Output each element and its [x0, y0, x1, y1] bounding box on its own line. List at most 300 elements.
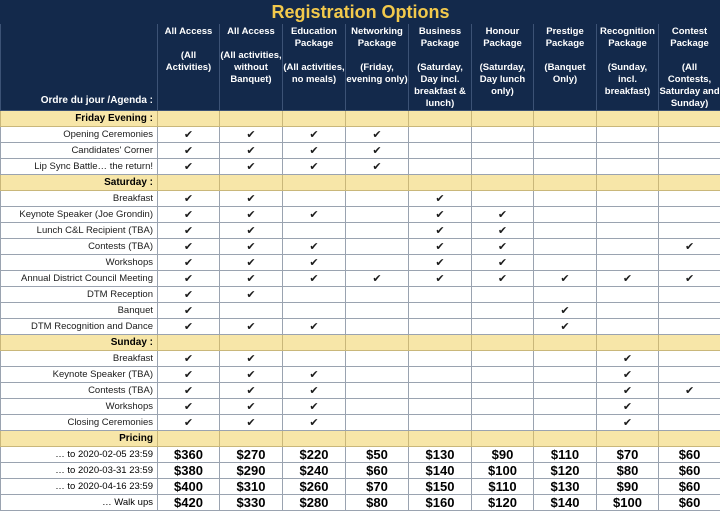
price-value: $220: [283, 447, 346, 463]
check-mark-icon: ✔: [346, 271, 409, 287]
section-header: [1, 335, 720, 351]
empty-cell: [534, 239, 597, 255]
section-cell: [220, 431, 283, 447]
price-value: $90: [472, 447, 534, 463]
empty-cell: [472, 143, 534, 159]
section-cell: [283, 111, 346, 127]
section-header: [1, 175, 720, 191]
price-value: $80: [597, 463, 659, 479]
check-mark-icon: ✔: [409, 207, 472, 223]
empty-cell: [472, 415, 534, 431]
price-value: $60: [659, 463, 720, 479]
section-cell: [220, 335, 283, 351]
check-mark-icon: ✔: [220, 223, 283, 239]
price-row: [1, 495, 720, 511]
check-mark-icon: ✔: [409, 271, 472, 287]
price-row: [1, 479, 720, 495]
package-name: Education Package: [291, 26, 337, 49]
check-mark-icon: ✔: [409, 191, 472, 207]
check-mark-icon: ✔: [220, 415, 283, 431]
price-value: $80: [346, 495, 409, 511]
price-value: $330: [220, 495, 283, 511]
price-value: $100: [472, 463, 534, 479]
activity-row: [1, 223, 720, 239]
section-cell: [659, 431, 720, 447]
activity-label: Keynote Speaker (Joe Grondin): [1, 207, 158, 223]
empty-cell: [283, 191, 346, 207]
check-mark-icon: ✔: [409, 239, 472, 255]
price-value: $260: [283, 479, 346, 495]
package-name: Business Package: [419, 26, 461, 49]
price-value: $60: [346, 463, 409, 479]
activity-row: [1, 207, 720, 223]
check-mark-icon: ✔: [472, 223, 534, 239]
price-value: $120: [472, 495, 534, 511]
empty-cell: [597, 143, 659, 159]
empty-cell: [472, 127, 534, 143]
activity-label: Contests (TBA): [1, 383, 158, 399]
activity-label: Keynote Speaker (TBA): [1, 367, 158, 383]
package-description: (Banquet Only): [534, 62, 596, 86]
empty-cell: [346, 255, 409, 271]
activity-label: Breakfast: [1, 351, 158, 367]
package-description: (All activities, without Banquet): [220, 50, 282, 86]
price-row: [1, 463, 720, 479]
price-value: $100: [597, 495, 659, 511]
package-header: [220, 24, 283, 111]
check-mark-icon: ✔: [158, 191, 220, 207]
section-cell: [659, 335, 720, 351]
empty-cell: [659, 207, 720, 223]
check-mark-icon: ✔: [409, 255, 472, 271]
check-mark-icon: ✔: [283, 367, 346, 383]
activity-label: Contests (TBA): [1, 239, 158, 255]
check-mark-icon: ✔: [534, 303, 597, 319]
empty-cell: [659, 367, 720, 383]
check-mark-icon: ✔: [659, 271, 720, 287]
section-label: Friday Evening :: [1, 111, 158, 127]
check-mark-icon: ✔: [220, 127, 283, 143]
package-description: (Saturday, Day incl. breakfast & lunch): [409, 62, 471, 110]
header-row: [1, 24, 720, 111]
empty-cell: [597, 287, 659, 303]
section-cell: [659, 175, 720, 191]
empty-cell: [409, 143, 472, 159]
check-mark-icon: ✔: [158, 383, 220, 399]
empty-cell: [409, 383, 472, 399]
empty-cell: [659, 399, 720, 415]
price-row: [1, 447, 720, 463]
empty-cell: [346, 415, 409, 431]
section-cell: [346, 431, 409, 447]
price-period-label: … Walk ups: [1, 495, 158, 511]
empty-cell: [659, 223, 720, 239]
section-cell: [346, 335, 409, 351]
price-value: $420: [158, 495, 220, 511]
section-label: Pricing: [1, 431, 158, 447]
activity-row: [1, 399, 720, 415]
empty-cell: [534, 127, 597, 143]
empty-cell: [659, 159, 720, 175]
check-mark-icon: ✔: [220, 367, 283, 383]
activity-label: Lunch C&L Recipient (TBA): [1, 223, 158, 239]
check-mark-icon: ✔: [158, 319, 220, 335]
title-row: [1, 1, 720, 24]
empty-cell: [659, 303, 720, 319]
empty-cell: [472, 303, 534, 319]
empty-cell: [597, 207, 659, 223]
price-value: $70: [597, 447, 659, 463]
activity-label: Opening Ceremonies: [1, 127, 158, 143]
package-description: (Friday, evening only): [346, 62, 408, 86]
empty-cell: [534, 399, 597, 415]
empty-cell: [346, 351, 409, 367]
activity-label: Annual District Council Meeting: [1, 271, 158, 287]
empty-cell: [346, 399, 409, 415]
empty-cell: [472, 351, 534, 367]
check-mark-icon: ✔: [283, 271, 346, 287]
package-header: [409, 24, 472, 111]
package-header: [346, 24, 409, 111]
check-mark-icon: ✔: [158, 287, 220, 303]
activity-row: [1, 367, 720, 383]
section-cell: [472, 111, 534, 127]
empty-cell: [220, 303, 283, 319]
empty-cell: [659, 127, 720, 143]
empty-cell: [534, 159, 597, 175]
section-cell: [597, 431, 659, 447]
empty-cell: [534, 383, 597, 399]
check-mark-icon: ✔: [346, 159, 409, 175]
package-description: (Saturday, Day lunch only): [472, 62, 533, 98]
check-mark-icon: ✔: [283, 399, 346, 415]
check-mark-icon: ✔: [283, 127, 346, 143]
package-name: Recognition Package: [600, 26, 655, 49]
check-mark-icon: ✔: [283, 143, 346, 159]
check-mark-icon: ✔: [158, 127, 220, 143]
price-value: $70: [346, 479, 409, 495]
price-value: $110: [534, 447, 597, 463]
empty-cell: [346, 367, 409, 383]
package-name: All Access: [227, 26, 275, 37]
check-mark-icon: ✔: [346, 127, 409, 143]
check-mark-icon: ✔: [534, 271, 597, 287]
agenda-header: Ordre du jour /Agenda :: [1, 24, 158, 111]
activity-row: [1, 255, 720, 271]
check-mark-icon: ✔: [472, 255, 534, 271]
package-name: Prestige Package: [546, 26, 585, 49]
activity-row: [1, 159, 720, 175]
section-cell: [283, 175, 346, 191]
empty-cell: [534, 255, 597, 271]
section-cell: [220, 111, 283, 127]
empty-cell: [659, 319, 720, 335]
empty-cell: [472, 367, 534, 383]
price-value: $360: [158, 447, 220, 463]
empty-cell: [346, 319, 409, 335]
activity-row: [1, 383, 720, 399]
activity-row: [1, 303, 720, 319]
section-cell: [283, 335, 346, 351]
package-description: (All Contests, Saturday and Sunday): [659, 62, 720, 110]
package-header: [158, 24, 220, 111]
section-header: [1, 111, 720, 127]
section-cell: [659, 111, 720, 127]
sheet-title: Registration Options: [1, 1, 720, 24]
check-mark-icon: ✔: [472, 239, 534, 255]
activity-row: [1, 191, 720, 207]
empty-cell: [597, 159, 659, 175]
price-value: $130: [409, 447, 472, 463]
section-cell: [220, 175, 283, 191]
check-mark-icon: ✔: [158, 415, 220, 431]
empty-cell: [534, 415, 597, 431]
check-mark-icon: ✔: [220, 207, 283, 223]
activity-row: [1, 287, 720, 303]
check-mark-icon: ✔: [597, 271, 659, 287]
empty-cell: [534, 191, 597, 207]
empty-cell: [346, 287, 409, 303]
activity-label: Candidates' Corner: [1, 143, 158, 159]
empty-cell: [346, 207, 409, 223]
package-name: All Access: [165, 26, 213, 37]
empty-cell: [409, 303, 472, 319]
activity-label: Workshops: [1, 399, 158, 415]
check-mark-icon: ✔: [283, 319, 346, 335]
price-value: $60: [659, 479, 720, 495]
price-value: $270: [220, 447, 283, 463]
package-header: [472, 24, 534, 111]
check-mark-icon: ✔: [283, 159, 346, 175]
activity-label: Banquet: [1, 303, 158, 319]
price-value: $240: [283, 463, 346, 479]
check-mark-icon: ✔: [158, 399, 220, 415]
check-mark-icon: ✔: [220, 255, 283, 271]
check-mark-icon: ✔: [158, 143, 220, 159]
section-cell: [409, 111, 472, 127]
section-cell: [597, 175, 659, 191]
price-value: $120: [534, 463, 597, 479]
price-value: $90: [597, 479, 659, 495]
price-value: $60: [659, 495, 720, 511]
check-mark-icon: ✔: [597, 399, 659, 415]
package-header: [283, 24, 346, 111]
price-value: $280: [283, 495, 346, 511]
empty-cell: [659, 191, 720, 207]
check-mark-icon: ✔: [597, 367, 659, 383]
empty-cell: [597, 239, 659, 255]
section-cell: [597, 111, 659, 127]
check-mark-icon: ✔: [220, 287, 283, 303]
check-mark-icon: ✔: [283, 207, 346, 223]
activity-row: [1, 351, 720, 367]
empty-cell: [534, 367, 597, 383]
empty-cell: [409, 399, 472, 415]
check-mark-icon: ✔: [220, 271, 283, 287]
empty-cell: [346, 383, 409, 399]
price-value: $50: [346, 447, 409, 463]
check-mark-icon: ✔: [158, 255, 220, 271]
section-cell: [534, 335, 597, 351]
section-cell: [409, 431, 472, 447]
check-mark-icon: ✔: [283, 255, 346, 271]
empty-cell: [409, 351, 472, 367]
section-cell: [534, 111, 597, 127]
empty-cell: [597, 319, 659, 335]
empty-cell: [409, 367, 472, 383]
section-cell: [534, 175, 597, 191]
empty-cell: [346, 303, 409, 319]
activity-label: Breakfast: [1, 191, 158, 207]
check-mark-icon: ✔: [283, 239, 346, 255]
check-mark-icon: ✔: [472, 271, 534, 287]
section-cell: [409, 335, 472, 351]
check-mark-icon: ✔: [220, 399, 283, 415]
package-header: [534, 24, 597, 111]
empty-cell: [597, 255, 659, 271]
section-cell: [158, 175, 220, 191]
check-mark-icon: ✔: [158, 351, 220, 367]
check-mark-icon: ✔: [220, 143, 283, 159]
empty-cell: [409, 159, 472, 175]
check-mark-icon: ✔: [597, 415, 659, 431]
check-mark-icon: ✔: [158, 223, 220, 239]
section-label: Saturday :: [1, 175, 158, 191]
package-header: [659, 24, 720, 111]
empty-cell: [472, 399, 534, 415]
price-period-label: … to 2020-03-31 23:59: [1, 463, 158, 479]
activity-row: [1, 239, 720, 255]
empty-cell: [597, 223, 659, 239]
empty-cell: [534, 223, 597, 239]
empty-cell: [472, 383, 534, 399]
check-mark-icon: ✔: [283, 415, 346, 431]
check-mark-icon: ✔: [158, 303, 220, 319]
empty-cell: [283, 287, 346, 303]
section-cell: [158, 431, 220, 447]
empty-cell: [534, 351, 597, 367]
package-description: (All activities, no meals): [283, 62, 345, 86]
empty-cell: [283, 303, 346, 319]
empty-cell: [534, 207, 597, 223]
check-mark-icon: ✔: [659, 239, 720, 255]
empty-cell: [659, 255, 720, 271]
empty-cell: [472, 319, 534, 335]
package-name: Contest Package: [670, 26, 709, 49]
section-cell: [158, 335, 220, 351]
price-period-label: … to 2020-04-16 23:59: [1, 479, 158, 495]
check-mark-icon: ✔: [220, 159, 283, 175]
package-name: Networking Package: [351, 26, 403, 49]
section-cell: [346, 175, 409, 191]
empty-cell: [597, 191, 659, 207]
empty-cell: [283, 223, 346, 239]
empty-cell: [659, 287, 720, 303]
empty-cell: [409, 415, 472, 431]
check-mark-icon: ✔: [659, 383, 720, 399]
empty-cell: [659, 415, 720, 431]
section-cell: [472, 335, 534, 351]
check-mark-icon: ✔: [283, 383, 346, 399]
activity-row: [1, 271, 720, 287]
empty-cell: [472, 287, 534, 303]
check-mark-icon: ✔: [597, 351, 659, 367]
empty-cell: [534, 143, 597, 159]
section-cell: [472, 175, 534, 191]
check-mark-icon: ✔: [158, 207, 220, 223]
empty-cell: [346, 239, 409, 255]
check-mark-icon: ✔: [472, 207, 534, 223]
price-value: $150: [409, 479, 472, 495]
price-value: $60: [659, 447, 720, 463]
package-name: Honour Package: [483, 26, 522, 49]
price-period-label: … to 2020-02-05 23:59: [1, 447, 158, 463]
empty-cell: [409, 287, 472, 303]
activity-row: [1, 319, 720, 335]
check-mark-icon: ✔: [220, 239, 283, 255]
activity-label: DTM Recognition and Dance: [1, 319, 158, 335]
section-label: Sunday :: [1, 335, 158, 351]
price-value: $140: [534, 495, 597, 511]
empty-cell: [659, 351, 720, 367]
empty-cell: [597, 303, 659, 319]
activity-row: [1, 415, 720, 431]
check-mark-icon: ✔: [220, 383, 283, 399]
section-cell: [283, 431, 346, 447]
check-mark-icon: ✔: [158, 367, 220, 383]
empty-cell: [346, 191, 409, 207]
section-cell: [472, 431, 534, 447]
activity-row: [1, 127, 720, 143]
check-mark-icon: ✔: [158, 271, 220, 287]
check-mark-icon: ✔: [220, 191, 283, 207]
activity-label: Lip Sync Battle… the return!: [1, 159, 158, 175]
section-cell: [158, 111, 220, 127]
price-value: $310: [220, 479, 283, 495]
check-mark-icon: ✔: [409, 223, 472, 239]
empty-cell: [472, 159, 534, 175]
activity-row: [1, 143, 720, 159]
check-mark-icon: ✔: [346, 143, 409, 159]
check-mark-icon: ✔: [220, 319, 283, 335]
empty-cell: [534, 287, 597, 303]
section-cell: [346, 111, 409, 127]
empty-cell: [659, 143, 720, 159]
empty-cell: [597, 127, 659, 143]
package-header: [597, 24, 659, 111]
activity-label: Closing Ceremonies: [1, 415, 158, 431]
activity-label: DTM Reception: [1, 287, 158, 303]
package-description: (All Activities): [158, 50, 219, 74]
check-mark-icon: ✔: [158, 159, 220, 175]
price-value: $290: [220, 463, 283, 479]
price-value: $160: [409, 495, 472, 511]
price-value: $140: [409, 463, 472, 479]
check-mark-icon: ✔: [220, 351, 283, 367]
section-cell: [409, 175, 472, 191]
section-cell: [597, 335, 659, 351]
empty-cell: [409, 319, 472, 335]
empty-cell: [409, 127, 472, 143]
check-mark-icon: ✔: [597, 383, 659, 399]
check-mark-icon: ✔: [158, 239, 220, 255]
empty-cell: [283, 351, 346, 367]
check-mark-icon: ✔: [534, 319, 597, 335]
price-value: $130: [534, 479, 597, 495]
pricing-header: [1, 431, 720, 447]
price-value: $380: [158, 463, 220, 479]
activity-label: Workshops: [1, 255, 158, 271]
